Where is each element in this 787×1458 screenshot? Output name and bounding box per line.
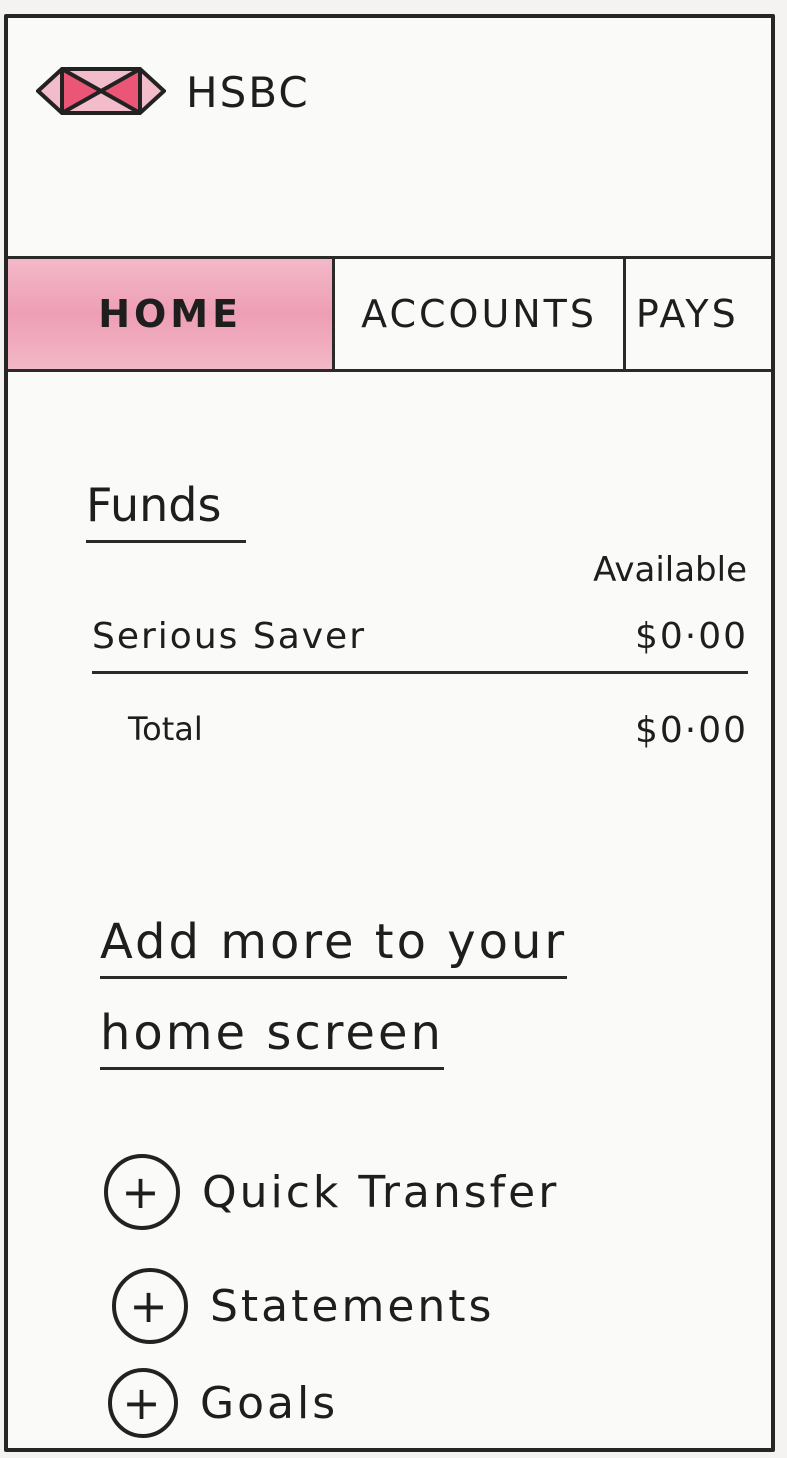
funds-title: Funds: [86, 478, 246, 543]
hsbc-hexagon-logo-icon[interactable]: [36, 66, 166, 116]
phone-frame: [4, 14, 775, 1452]
plus-circle-icon: +: [104, 1154, 180, 1230]
add-statements-button[interactable]: [112, 1268, 494, 1344]
plus-circle-icon: +: [112, 1268, 188, 1344]
app-header: [8, 18, 771, 258]
tab-home[interactable]: HOME: [8, 259, 335, 369]
available-column-header: Available: [593, 550, 747, 590]
fund-total-row: [92, 710, 748, 751]
fund-row-amount: $0·00: [634, 616, 748, 657]
tab-bar: [8, 256, 771, 372]
total-label: Total: [128, 710, 203, 748]
tab-accounts[interactable]: ACCOUNTS: [335, 259, 626, 369]
add-more-title-line1: Add more to your: [100, 918, 567, 979]
add-quick-transfer-button[interactable]: [104, 1154, 559, 1230]
add-more-title-line2: home screen: [100, 1009, 444, 1070]
add-more-title: [100, 914, 620, 1100]
add-goals-button[interactable]: [108, 1368, 338, 1438]
shortcut-label: Goals: [200, 1377, 339, 1429]
shortcut-label: Quick Transfer: [202, 1166, 560, 1218]
brand-name: HSBC: [186, 68, 310, 117]
plus-circle-icon: +: [108, 1368, 178, 1438]
fund-row-label: Serious Saver: [92, 616, 367, 657]
total-amount: $0·00: [634, 710, 748, 751]
tab-pays[interactable]: PAYS: [635, 292, 739, 336]
fund-row-serious-saver[interactable]: [92, 616, 748, 674]
shortcut-label: Statements: [210, 1280, 495, 1332]
